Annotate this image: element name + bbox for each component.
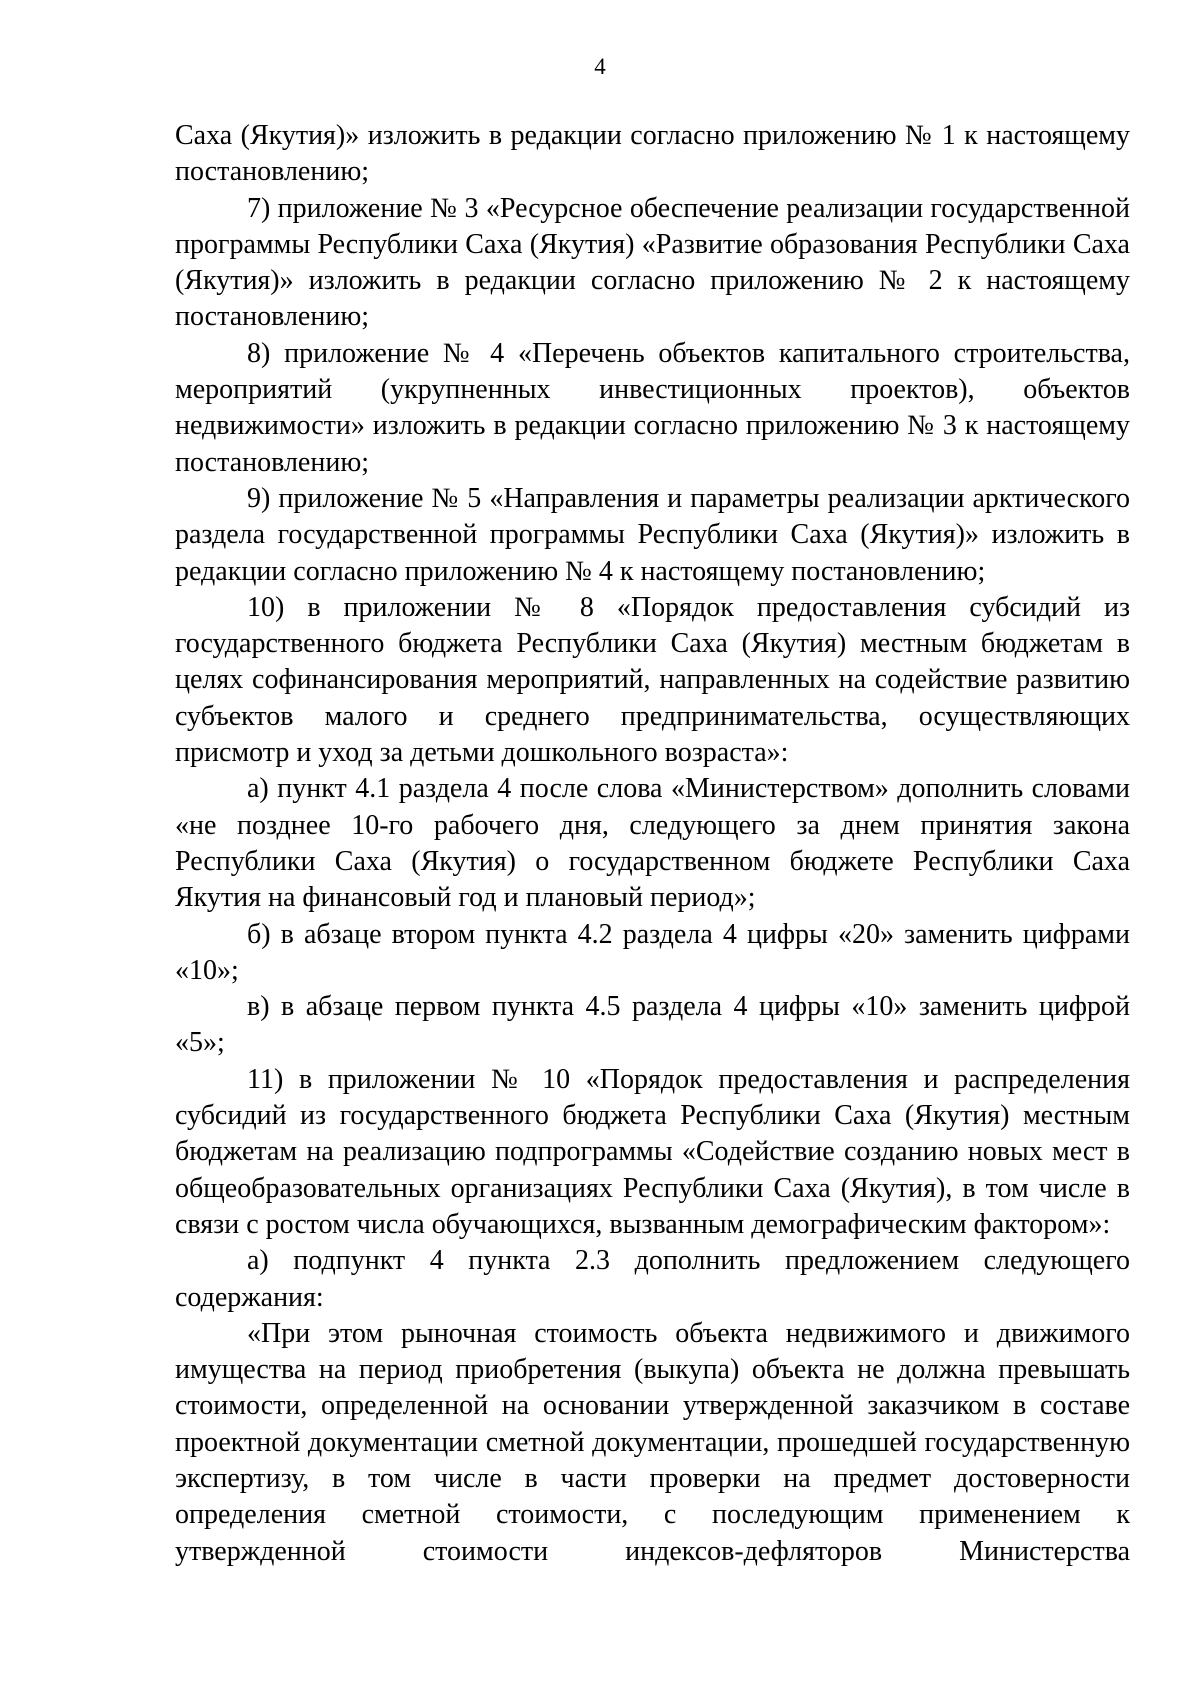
paragraph-continuation: Саха (Якутия)» изложить в редакции согласно приложению № 1 к настоящему постановлению; — [175, 120, 1130, 188]
paragraph-item-10-a: а) пункт 4.1 раздела 4 после слова «Министерством» дополнить словами «не позднее 10-го рабочего дня, следующего за днем принятия закона Республики Саха (Якутия) о государственном бюджете Республики Саха Якутия на финансовый год и плановый период»; — [175, 773, 1130, 914]
paragraph-item-10-c: в) в абзаце первом пункта 4.5 раздела 4 цифры «10» заменить цифрой «5»; — [175, 991, 1130, 1059]
paragraph-item-7: 7) приложение № 3 «Ресурсное обеспечение реализации государственной программы Республики Саха (Якутия) «Развитие образования Республики Саха (Якутия)» изложить в редакции согласно приложению № 2 к настоящему постановлению; — [175, 192, 1130, 333]
paragraph-quoted-text: «При этом рыночная стоимость объекта недвижимого и движимого имущества на период приобретения (выкупа) объекта не должна превышать стоимости, определенной на основании утвержденной заказчиком в составе проектной документации сметной документации, прошедшей государственную экспертизу, в том числе в части проверки на предмет достоверности определения сметной стоимости, с последующим применением к утвержденной стоимости индексов-дефляторов Министерства — [175, 1317, 1130, 1567]
page-number: 4 — [594, 54, 606, 79]
paragraph-item-8: 8) приложение № 4 «Перечень объектов капитального строительства, мероприятий (укрупненных инвестиционных проектов), объектов недвижимости» изложить в редакции согласно приложению № 3 к настоящему постановлению; — [175, 337, 1130, 478]
paragraph-item-10-b: б) в абзаце втором пункта 4.2 раздела 4 цифры «20» заменить цифрами «10»; — [175, 918, 1130, 986]
document-body — [175, 118, 1130, 1570]
paragraph-item-9: 9) приложение № 5 «Направления и параметры реализации арктического раздела государственной программы Республики Саха (Якутия)» изложить в редакции согласно приложению № 4 к настоящему постановлению; — [175, 482, 1130, 587]
paragraph-item-11-a: а) подпункт 4 пункта 2.3 дополнить предложением следующего содержания: — [175, 1245, 1130, 1313]
paragraph-item-10: 10) в приложении № 8 «Порядок предоставления субсидий из государственного бюджета Республики Саха (Якутия) местным бюджетам в целях софинансирования мероприятий, направленных на содействие развитию субъектов малого и среднего предпринимательства, осуществляющих присмотр и уход за детьми дошкольного возраста»: — [175, 591, 1130, 769]
paragraph-item-11: 11) в приложении № 10 «Порядок предоставления и распределения субсидий из государственного бюджета Республики Саха (Якутия) местным бюджетам на реализацию подпрограммы «Содействие созданию новых мест в общеобразовательных организациях Республики Саха (Якутия), в том числе в связи с ростом числа обучающихся, вызванным демографическим фактором»: — [175, 1063, 1130, 1240]
